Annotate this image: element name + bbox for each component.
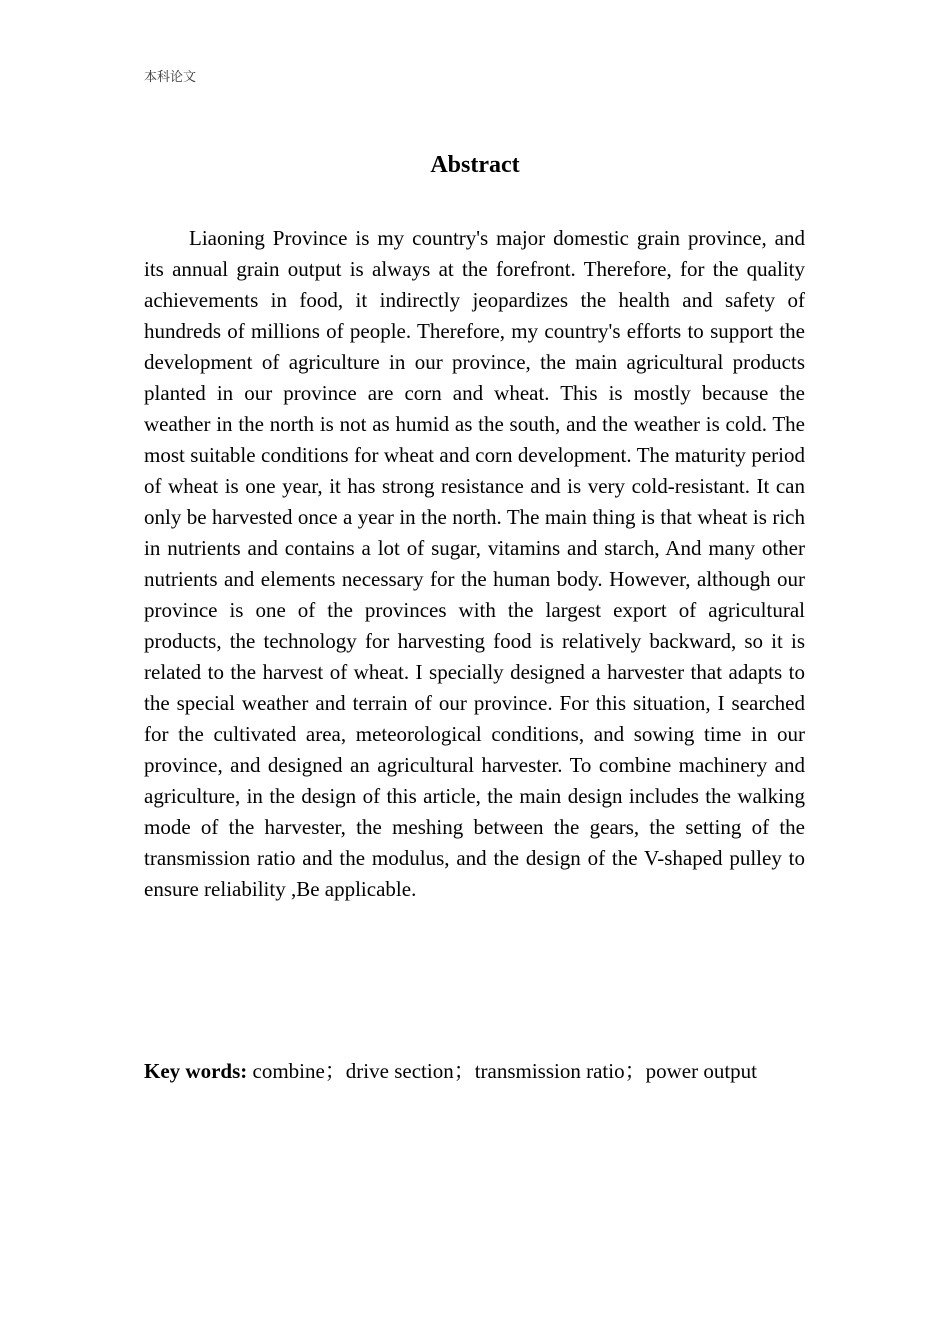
- abstract-title: Abstract: [430, 152, 520, 178]
- keywords-label: Key words:: [144, 1059, 248, 1083]
- running-header: 本科论文: [144, 70, 197, 85]
- keywords-text: combine；drive section；transmission ratio；power output: [247, 1059, 757, 1083]
- abstract-body: Liaoning Province is my country's major domestic grain province, and its annual grain output is always at the forefront. Therefore, for the quality achievements in food, it indirectly jeopardizes the health and safety of hundreds of millions of people. Therefore, my country's efforts to support the development of agriculture in our province, the main agricultural products planted in our province are corn and wheat. This is mostly because the weather in the north is not as humid as the south, and the weather is cold. The most suitable conditions for wheat and corn development. The maturity period of wheat is one year, it has strong resistance and is very cold-resistant. It can only be harvested once a year in the north. The main thing is that wheat is rich in nutrients and contains a lot of sugar, vitamins and starch, And many other nutrients and elements necessary for the human body. However, although our province is one of the provinces with the largest export of agricultural products, the technology for harvesting food is relatively backward, so it is related to the harvest of wheat. I specially designed a harvester that adapts to the special weather and terrain of our province. For this situation, I searched for the cultivated area, meteorological conditions, and sowing time in our province, and designed an agricultural harvester. To combine machinery and agriculture, in the design of this article, the main design includes the walking mode of the harvester, the meshing between the gears, the setting of the transmission ratio and the modulus, and the design of the V-shaped pulley to ensure reliability ,Be applicable.: [144, 226, 805, 901]
- keywords-line: [144, 1056, 844, 1087]
